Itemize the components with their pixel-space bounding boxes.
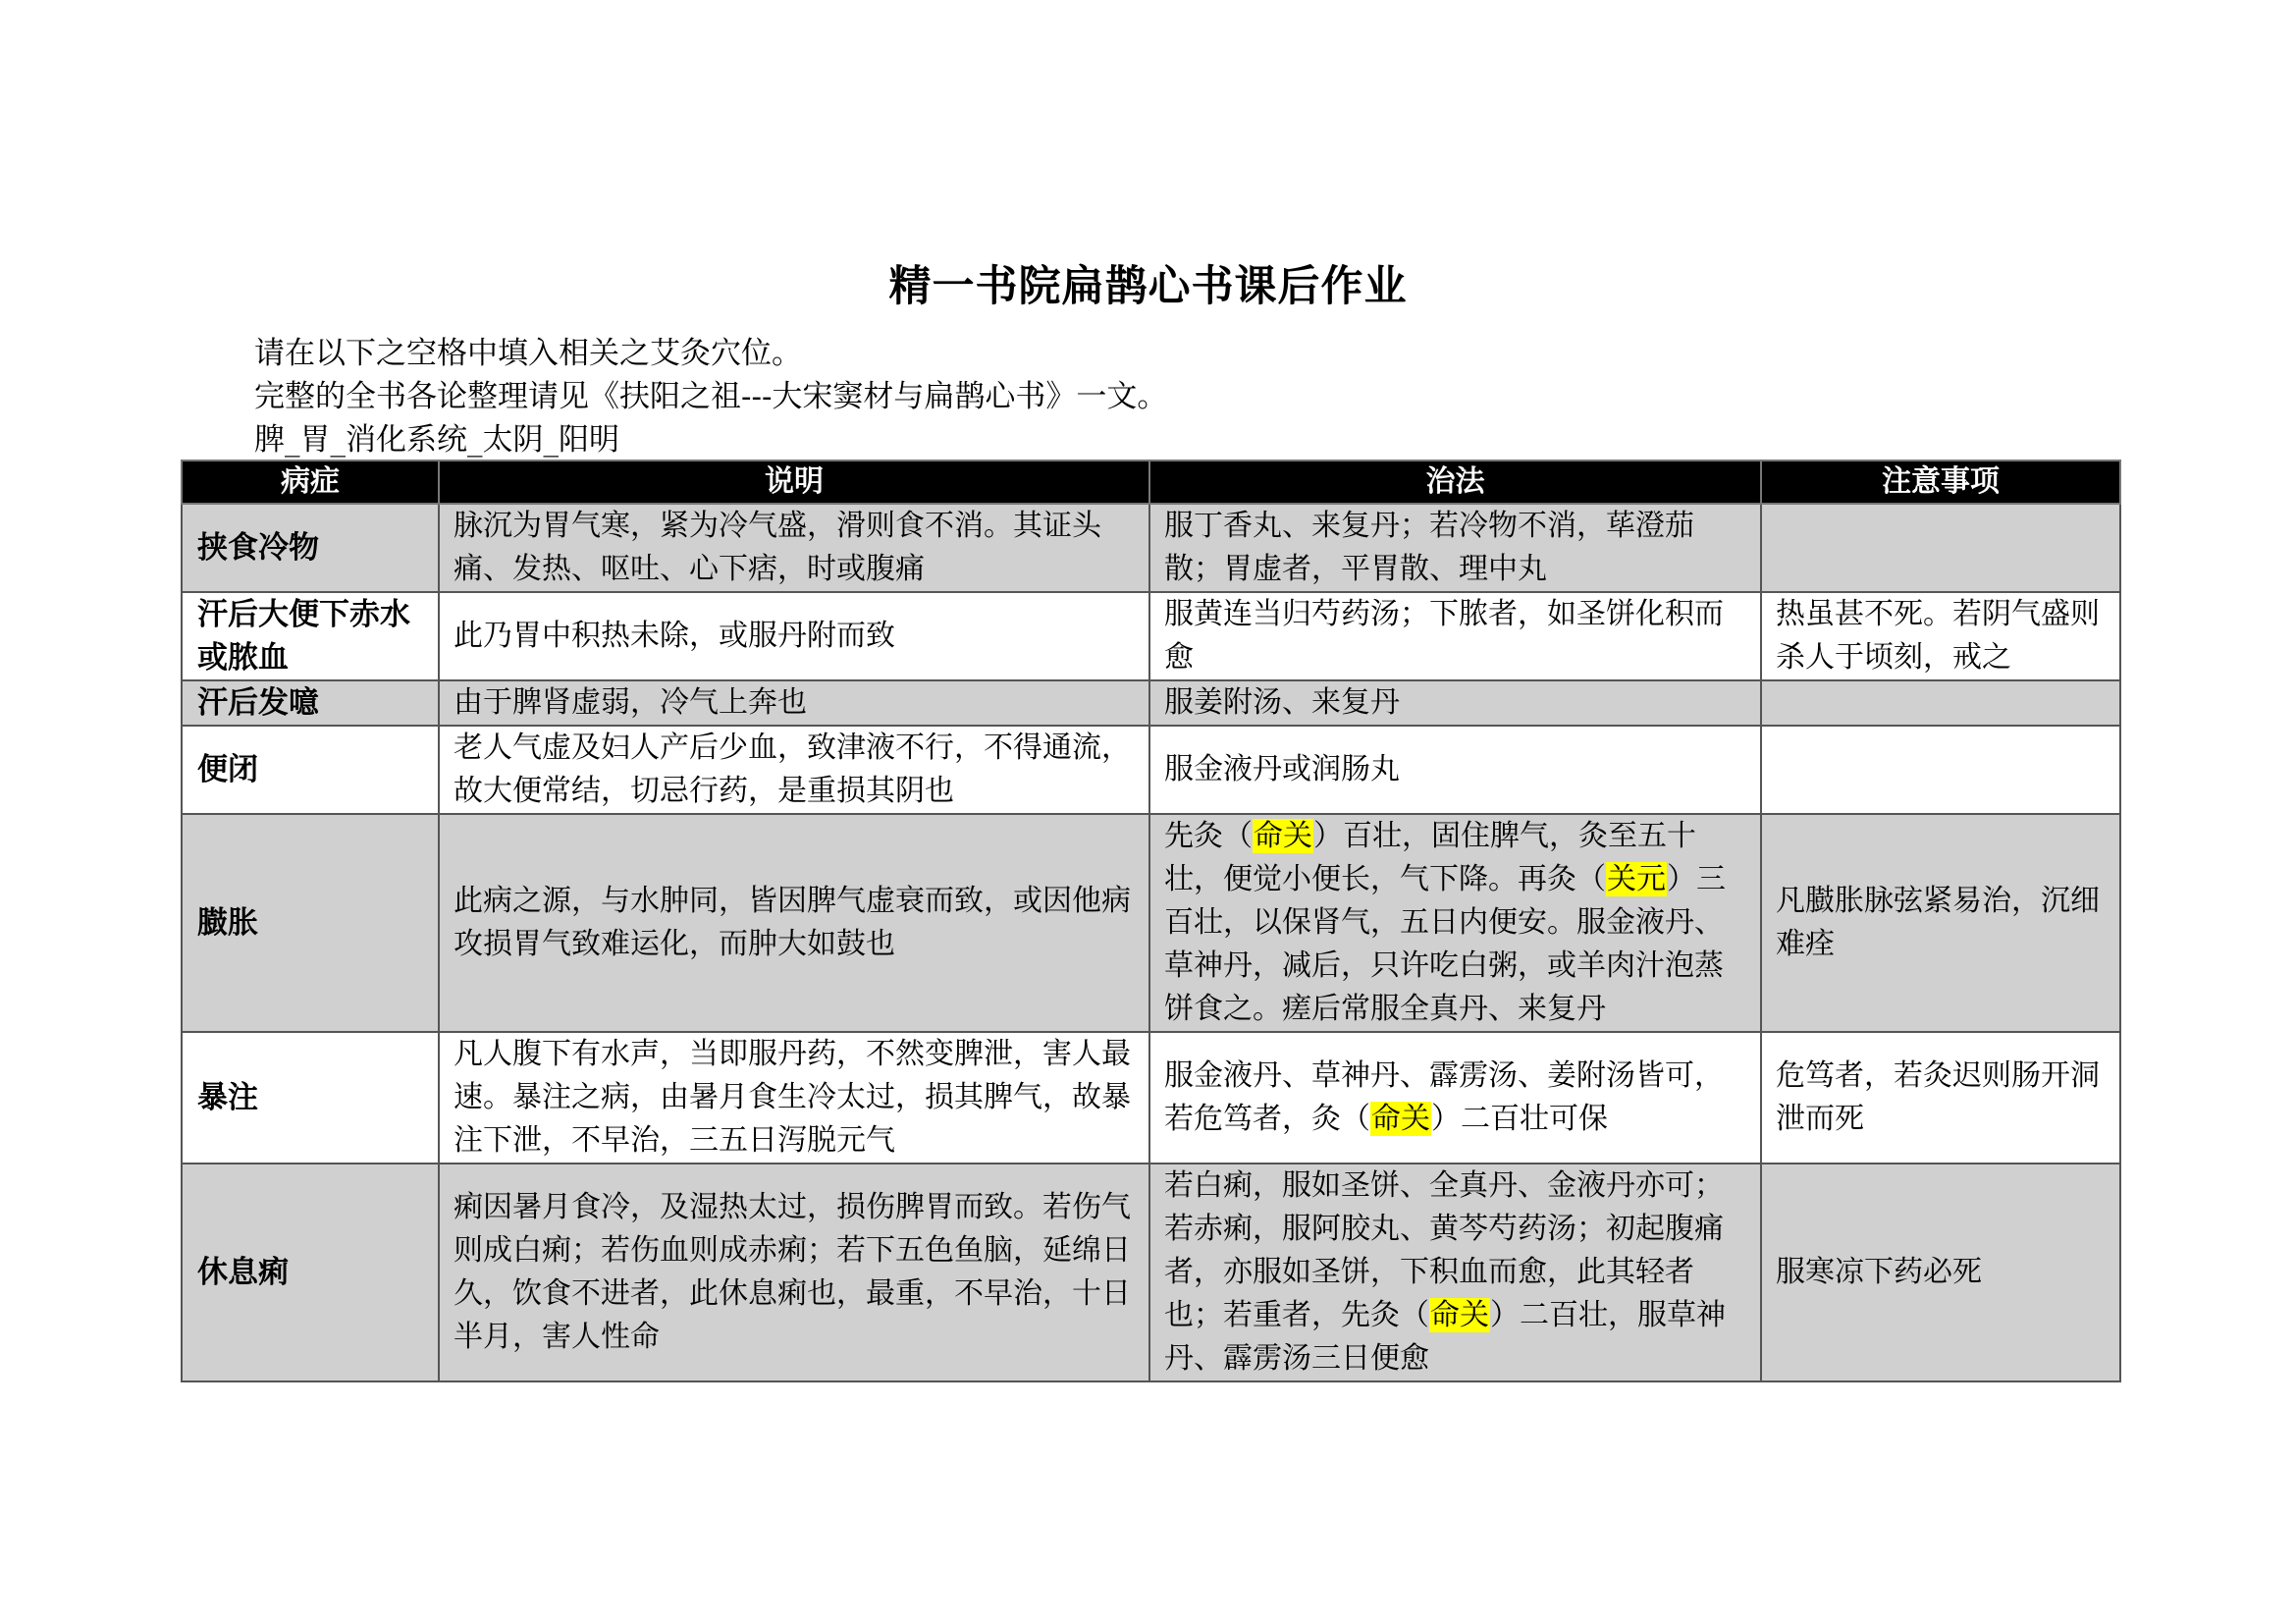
treatment-text: ）二百壮可保 [1431,1102,1608,1136]
treatment-cell: 服黄连当归芍药汤；下脓者，如圣饼化积而愈 [1149,592,1761,680]
disease-name: 挟食冷物 [182,504,439,592]
table-row [182,504,2120,592]
treatment-cell [1149,814,1761,1032]
notes-cell [1761,504,2120,592]
disease-name: 臌胀 [182,814,439,1032]
treatment-cell: 服金液丹或润肠丸 [1149,726,1761,814]
notes-cell: 服寒凉下药必死 [1761,1164,2120,1381]
page-title: 精一书院扁鹊心书课后作业 [888,262,1408,311]
notes-cell: 凡臌胀脉弦紧易治，沉细难痊 [1761,814,2120,1032]
acupoint-highlight: 命关 [1430,1298,1489,1332]
header-notes: 注意事项 [1761,460,2120,504]
description-cell: 脉沉为胃气寒，紧为冷气盛，滑则食不消。其证头痛、发热、呕吐、心下痞，时或腹痛 [439,504,1149,592]
notes-cell [1761,680,2120,726]
intro-block [254,332,1167,461]
treatment-cell [1149,1164,1761,1381]
description-cell: 老人气虚及妇人产后少血，致津液不行，不得通流，故大便常结，切忌行药，是重损其阴也 [439,726,1149,814]
notes-cell: 热虽甚不死。若阴气盛则杀人于顷刻，戒之 [1761,592,2120,680]
table-row [182,726,2120,814]
treatment-cell [1149,1032,1761,1164]
table-row [182,1032,2120,1164]
disease-name: 汗后大便下赤水或脓血 [182,592,439,680]
intro-category: 脾_胃_消化系统_太阴_阳明 [254,422,619,458]
treatment-text: ）二百壮，服草神丹、霹雳汤三日便愈 [1164,1298,1726,1376]
intro-reference: 完整的全书各论整理请见《扶阳之祖---大宋窦材与扁鹊心书》一文。 [254,379,1168,414]
header-description: 说明 [439,460,1149,504]
treatment-cell: 服丁香丸、来复丹；若冷物不消，荜澄茄散；胃虚者，平胃散、理中丸 [1149,504,1761,592]
homework-table [181,460,2121,1382]
disease-name: 便闭 [182,726,439,814]
disease-name: 休息痢 [182,1164,439,1381]
treatment-cell: 服姜附汤、来复丹 [1149,680,1761,726]
disease-name: 汗后发噫 [182,680,439,726]
acupoint-highlight: 关元 [1607,862,1666,896]
table-row [182,680,2120,726]
treatment-text: ）百壮，固住脾气，灸至五十壮，便觉小便长，气下降。再灸（ [1164,819,1696,896]
table-header-row [182,460,2120,504]
treatment-text: 服金液丹、草神丹、霹雳汤、姜附汤皆可，若危笃者，灸（ [1164,1058,1724,1136]
description-cell: 凡人腹下有水声，当即服丹药，不然变脾泄，害人最速。暴注之病，由暑月食生冷太过，损其脾气，故暴注下泄，不早治，三五日泻脱元气 [439,1032,1149,1164]
table-row [182,814,2120,1032]
description-cell: 此乃胃中积热未除，或服丹附而致 [439,592,1149,680]
treatment-text: 若白痢，服如圣饼、全真丹、金液丹亦可；若赤痢，服阿胶丸、黄芩芍药汤；初起腹痛者，亦服如圣饼，下积血而愈，此其轻者也；若重者，先灸（ [1164,1168,1724,1332]
table-row [182,592,2120,680]
notes-cell: 危笃者，若灸迟则肠开洞泄而死 [1761,1032,2120,1164]
header-treatment: 治法 [1149,460,1761,504]
table-row [182,1164,2120,1381]
disease-name: 暴注 [182,1032,439,1164]
intro-instruction: 请在以下之空格中填入相关之艾灸穴位。 [254,336,802,371]
acupoint-highlight: 命关 [1371,1102,1430,1136]
header-disease: 病症 [182,460,439,504]
acupoint-highlight: 命关 [1254,819,1312,853]
treatment-text: 先灸（ [1164,819,1253,853]
treatment-text: ）三百壮，以保肾气，五日内便安。服金液丹、草神丹，减后，只许吃白粥，或羊肉汁泡蒸饼食之。瘥后常服全真丹、来复丹 [1164,862,1726,1026]
description-cell: 此病之源，与水肿同，皆因脾气虚衰而致，或因他病攻损胃气致难运化，而肿大如鼓也 [439,814,1149,1032]
description-cell: 痢因暑月食冷，及湿热太过，损伤脾胃而致。若伤气则成白痢；若伤血则成赤痢；若下五色鱼脑，延绵日久，饮食不进者，此休息痢也，最重，不早治，十日半月，害人性命 [439,1164,1149,1381]
description-cell: 由于脾肾虚弱，冷气上奔也 [439,680,1149,726]
notes-cell [1761,726,2120,814]
